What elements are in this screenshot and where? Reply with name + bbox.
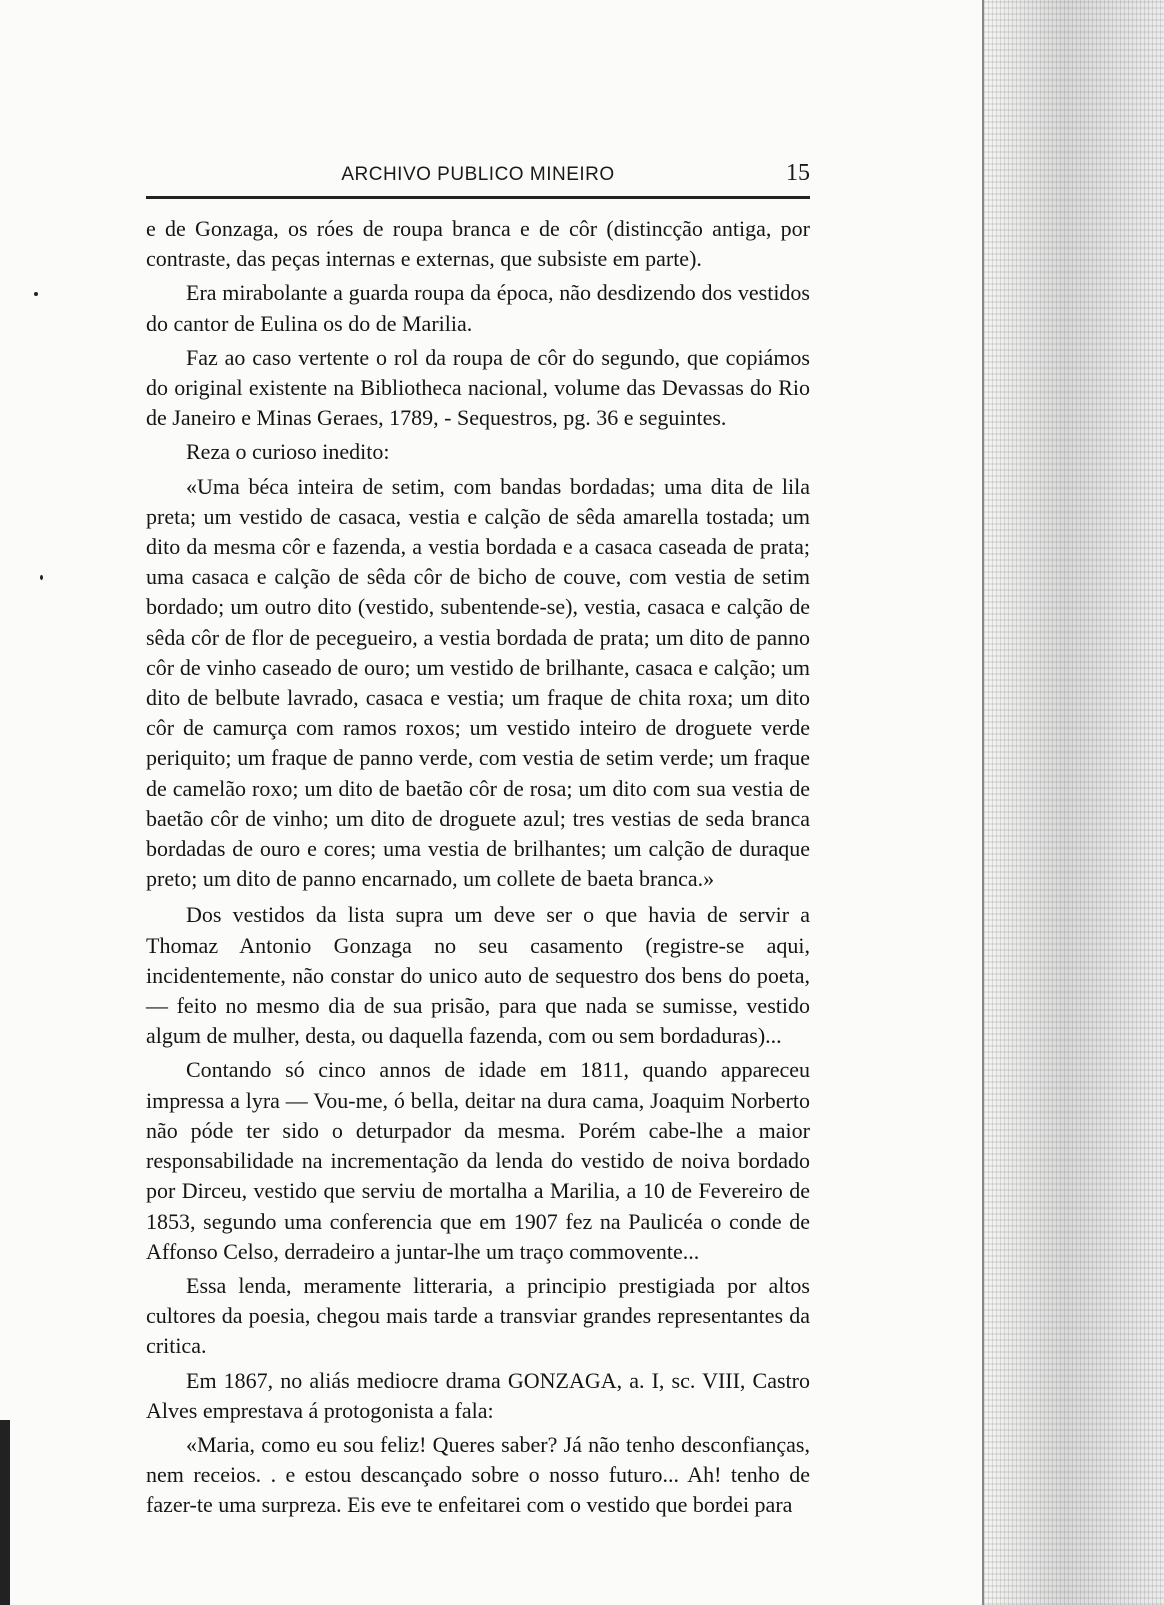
- page-number: 15: [786, 160, 810, 186]
- paragraph: Em 1867, no aliás mediocre drama GONZAGA, a. I, sc. VIII, Castro Alves emprestava á protogonista a fala:: [146, 1367, 810, 1423]
- speck: [34, 292, 38, 296]
- paragraph: Essa lenda, meramente litteraria, a principio prestigiada por altos cultores da poesia, chegou mais tarde a transviar grandes representantes da critica.: [146, 1272, 810, 1359]
- body-text: [146, 214, 810, 1525]
- speck: [40, 575, 43, 580]
- scan-edge-left: [0, 1420, 10, 1605]
- header-rule: [146, 196, 810, 199]
- paragraph: Era mirabolante a guarda roupa da época, não desdizendo dos vestidos do cantor de Eulina os do de Marilia.: [146, 280, 810, 336]
- quotation: «Uma béca inteira de setim, com bandas bordadas; uma dita de lila preta; um vestido de casaca, vestia e calção de sêda amarella tostada; um dito da mesma côr e fazenda, a vestia bordada e a casaca caseada de prata; uma casaca e calção de sêda côr de bicho de couve, com vestia de setim bordado; um outro dito (vestido, subentende-se), vestia, casaca e calção de sêda côr de flor de pecegueiro, a vestia bordada de prata; um dito de panno côr de vinho caseado de ouro; um vestido de brilhante, casaca e calção; um dito de belbute lavrado, casaca e vestia; um fraque de chita roxa; um dito côr de camurça com ramos roxos; um vestido inteiro de droguete verde periquito; um fraque de panno verde, com vestia de setim verde; um fraque de camelão roxo; um dito de baetão côr de rosa; um dito com sua vestia de baetão côr de vinho; um dito de droguete azul; tres vestias de seda branca bordadas de ouro e cores; uma vestia de brilhantes; um calção de duraque preto; um dito de panno encarnado, um collete de baeta branca.»: [146, 473, 810, 892]
- paragraph: Contando só cinco annos de idade em 1811, quando appareceu impressa a lyra — Vou-me, ó bella, deitar na dura cama, Joaquim Norberto não póde ter sido o deturpador da mesma. Porém cabe-lhe a maior responsabilidade na incrementação da lenda do vestido de noiva bordado por Dirceu, vestido que serviu de mortalha a Marilia, a 10 de Fevereiro de 1853, segundo uma conferencia que em 1907 fez na Paulicéa o conde de Affonso Celso, derradeiro a juntar-lhe um traço commovente...: [146, 1057, 810, 1264]
- running-title: ARCHIVO PUBLICO MINEIRO: [341, 164, 615, 185]
- paragraph: Reza o curioso inedito:: [186, 439, 390, 465]
- paragraph: Faz ao caso vertente o rol da roupa de côr do segundo, que copiámos do original existente na Bibliotheca nacional, volume das Devassas do Rio de Janeiro e Minas Geraes, 1789, - Sequestros, pg. 36 e seguintes.: [146, 344, 810, 431]
- quotation: «Maria, como eu sou feliz! Queres saber? Já não tenho desconfianças, nem receios. . e estou descançado sobre o nosso futuro... Ah! tenho de fazer-te uma surpreza. Eis eve te enfeitarei com o vestido que bordei para: [146, 1431, 810, 1518]
- running-head: [146, 160, 810, 194]
- paragraph: e de Gonzaga, os róes de roupa branca e de côr (distincção antiga, por contraste, das peças internas e externas, que subsiste em parte).: [146, 216, 810, 272]
- scan-edge: [982, 0, 1164, 1605]
- paragraph: Dos vestidos da lista supra um deve ser o que havia de servir a Thomaz Antonio Gonzaga no seu casamento (registre-se aqui, incidentemente, não constar do unico auto de sequestro dos bens do poeta, — feito no mesmo dia de sua prisão, para que nada se sumisse, vestido algum de mulher, desta, ou daquella fazenda, com ou sem bordaduras)...: [146, 902, 810, 1049]
